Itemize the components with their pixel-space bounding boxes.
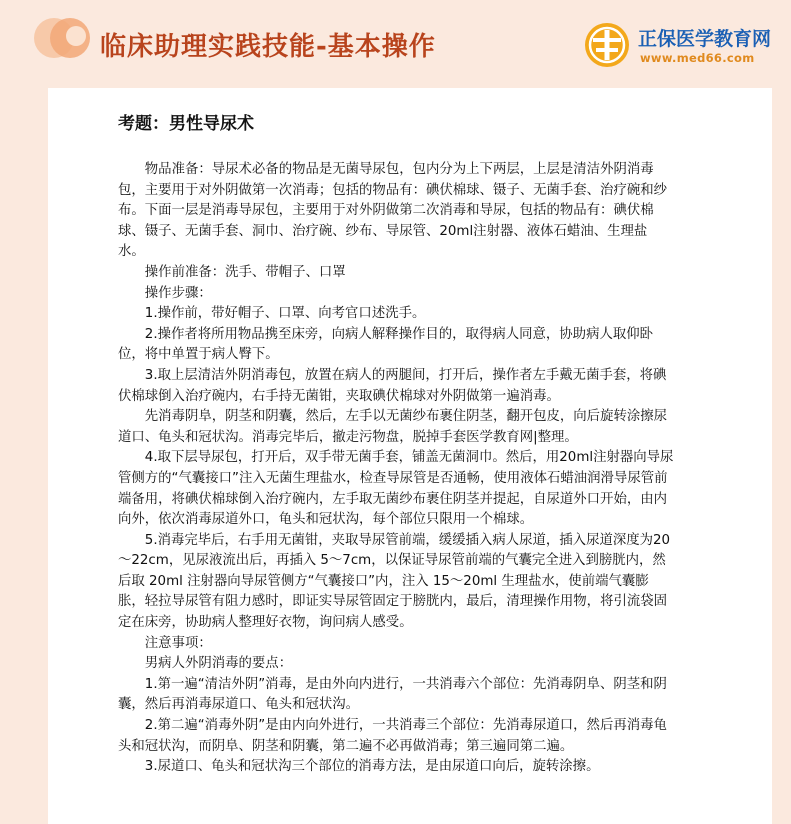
paragraph-step-4: 4.取下层导尿包，打开后，双手带无菌手套，铺盖无菌洞巾。然后，用20ml注射器向导尿管侧方的“气囊接口”注入无菌生理盐水，检查导尿管是否通畅，使用液体石蜡油润滑导尿管前端备用，将碘伏棉球倒入治疗碗内，左手取无菌纱布裹住阴茎并提起，自尿道外口开始，由内向外，依次消毒尿道外口，龟头和冠状沟，每个部位只限用一个棉球。 (118, 450, 674, 528)
paragraph-step-5: 5.消毒完毕后，右手用无菌钳，夹取导尿管前端，缓缓插入病人尿道，插入尿道深度为20～22cm，见尿液流出后，再插入 5～7cm，以保证导尿管前端的气囊完全进入到膀胱内，然后取 20ml 注射器向导尿管侧方“气囊接口”内，注入 15～20ml 生理盐水，使前端气囊膨胀，轻拉导尿管有阻力感时，即证实导尿管固定于膀胱内，最后，清理操作用物，将引流袋固定在床旁，协助病人整理好衣物，询问病人感受。 (118, 532, 671, 631)
paragraph-note-3: 3.尿道口、龟头和冠状沟三个部位的消毒方法，是由尿道口向后，旋转涂擦。 (144, 759, 600, 775)
page-header (0, 0, 791, 88)
paragraph-preparation: 操作前准备：洗手、带帽子、口罩 (144, 264, 346, 280)
page-title: 临床助理实践技能-基本操作 (100, 32, 436, 62)
paragraph-note-2: 2.第二遍“消毒外阴”是由内向外进行，一共消毒三个部位：先消毒尿道口，然后再消毒龟头和冠状沟，而阴阜、阴茎和阴囊，第二遍不必再做消毒；第三遍同第二遍。 (118, 718, 667, 754)
brand-url[interactable]: www.med66.com (640, 51, 755, 65)
paragraph-step-2: 2.操作者将所用物品携至床旁，向病人解释操作目的，取得病人同意，协助病人取仰卧位，将中单置于病人臀下。 (118, 326, 654, 363)
decorative-circle (66, 26, 86, 46)
brand-logo-icon (584, 22, 630, 68)
paragraph-step-3: 3.取上层清洁外阴消毒包，放置在病人的两腿间，打开后，操作者左手戴无菌手套，将碘伏棉球倒入治疗碗内，右手持无菌钳，夹取碘伏棉球对外阴做第一遍消毒。 (118, 367, 667, 404)
paragraph-notes-subheading: 男病人外阴消毒的要点： (144, 656, 293, 672)
document-sheet (48, 88, 772, 824)
paragraph-step-3-detail: 先消毒阴阜，阴茎和阴囊，然后，左手以无菌纱布裹住阴茎，翻开包皮，向后旋转涂擦尿道口、龟头和冠状沟。消毒完毕后，撤走污物盘，脱掉手套医学教育网|整理。 (118, 409, 668, 445)
brand-logo[interactable] (584, 20, 774, 70)
paragraph-steps-heading: 操作步骤： (144, 285, 212, 301)
paragraph-note-1: 1.第一遍“清洁外阴”消毒，是由外向内进行，一共消毒六个部位：先消毒阴阜、阴茎和阴囊，然后再消毒尿道口、龟头和冠状沟。 (118, 676, 667, 713)
brand-name: 正保医学教育网 (638, 28, 772, 50)
paragraph-materials: 物品准备：导尿术必备的物品是无菌导尿包，包内分为上下两层，上层是清洁外阴消毒包，主要用于对外阴做第一次消毒；包括的物品有：碘伏棉球、镊子、无菌手套、治疗碗和纱布。下面一层是消毒导尿包，主要用于对外阴做第二次消毒和导尿，包括的物品有：碘伏棉球、镊子、无菌手套、洞巾、治疗碗、纱布、导尿管、20ml注射器、液体石蜡油、生理盐水。 (118, 162, 668, 260)
paragraph-step-1: 1.操作前，带好帽子、口罩、向考官口述洗手。 (144, 306, 426, 322)
exam-title: 考题：男性导尿术 (118, 114, 254, 134)
document-content (118, 160, 674, 778)
paragraph-notes-heading: 注意事项： (144, 635, 212, 651)
